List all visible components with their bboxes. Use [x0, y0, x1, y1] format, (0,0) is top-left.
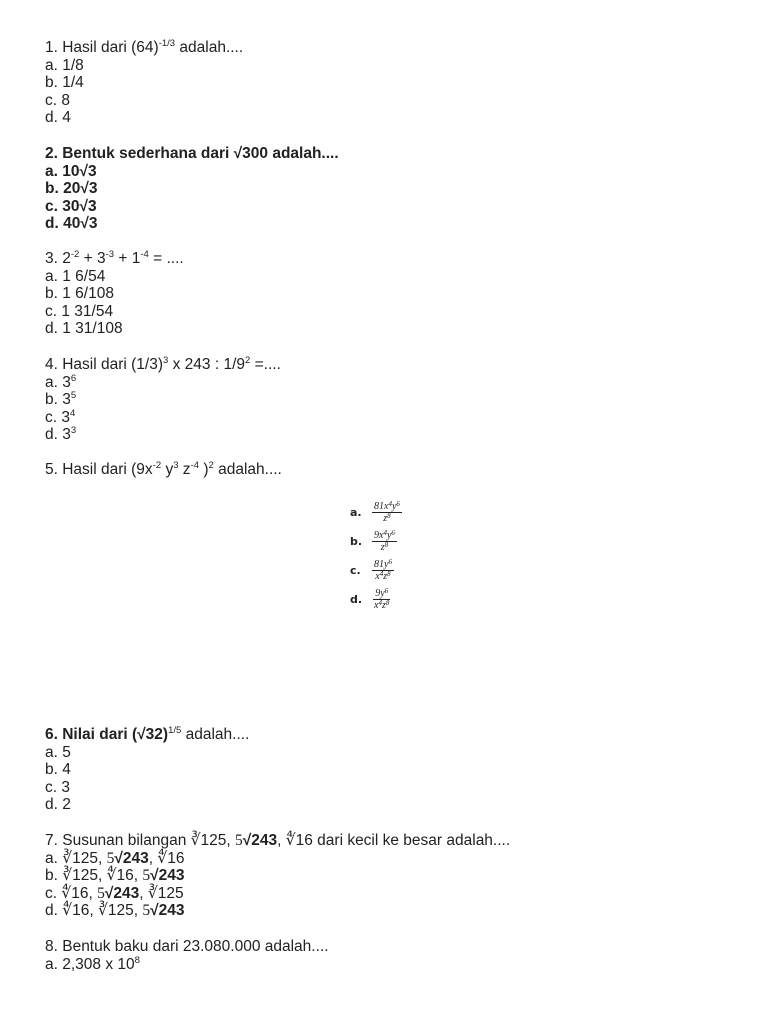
option-a: a. 2,308 x $10^8$ — [45, 954, 140, 973]
option-c: c. $\frac{81y^6}{x^4z^8}$ — [350, 558, 392, 582]
fraction: $\frac{9x^4y^6}{z^8}$ — [374, 529, 395, 553]
fraction: $\frac{9y^6}{x^4z^8}$ — [374, 587, 390, 611]
option-c: c. $3^4$ — [45, 407, 76, 426]
option-b: b. $\frac{9x^4y^6}{z^8}$ — [350, 529, 395, 553]
option-a: a. 1/8 — [45, 56, 84, 74]
question-5-text: 5. Hasil dari ($9x^{-2}$ $y^3$ $z^{-4}$ )$^2$ adalah.... — [45, 460, 282, 478]
question-2 — [45, 145, 339, 233]
question-4-text: 4. Hasil dari $(1/3)^3$ x 243 : $1/9^2$ =.... — [45, 355, 281, 373]
question-8 — [45, 938, 329, 973]
question-5-options-image — [350, 498, 470, 614]
option-a: a. $3^6$ — [45, 372, 77, 391]
option-d: d. 40√3 — [45, 215, 98, 233]
option-d: d. $3^3$ — [45, 425, 77, 444]
option-b: b. $3^5$ — [45, 390, 77, 409]
fraction: $\frac{81x^4y^6}{z^8}$ — [374, 500, 400, 524]
option-b: b. ∛125, ∜16, 5√243 — [45, 867, 185, 885]
option-b: b. 4 — [45, 761, 71, 779]
question-1 — [45, 39, 243, 127]
option-d: d. 1 31/108 — [45, 320, 123, 338]
option-a: a. $\frac{81x^4y^6}{z^8}$ — [350, 500, 400, 524]
option-d: d. $\frac{9y^6}{x^4z^8}$ — [350, 587, 390, 611]
option-d: d. 4 — [45, 109, 71, 127]
question-2-text: 2. Bentuk sederhana dari √300 adalah.... — [45, 145, 339, 162]
question-1-text: 1. Hasil dari $(64)^{-1/3}$ adalah.... — [45, 38, 244, 56]
option-c: c. 1 31/54 — [45, 302, 114, 320]
option-c: c. 3 — [45, 778, 70, 796]
question-7 — [45, 832, 510, 920]
question-5 — [45, 461, 282, 479]
option-b: b. 1/4 — [45, 74, 84, 92]
question-7-text: 7. Susunan bilangan ∛125, 5√243, ∜16 dari kecil ke besar adalah.... — [45, 832, 511, 849]
option-b: b. 1 6/108 — [45, 285, 114, 303]
option-d: d. ∜16, ∛125, 5√243 — [45, 902, 185, 920]
question-4 — [45, 356, 281, 444]
question-3-text: 3. $2^{-2} + 3^{-3} + 1^{-4}$ = .... — [45, 249, 184, 267]
option-a: a. ∛125, 5√243, ∜16 — [45, 849, 185, 867]
option-b: b. 20√3 — [45, 180, 98, 198]
question-8-text: 8. Bentuk baku dari 23.080.000 adalah.... — [45, 938, 329, 955]
question-6-text: 6. Nilai dari $(√32)^{1/5}$ adalah.... — [45, 725, 250, 743]
option-c: c. 30√3 — [45, 197, 97, 215]
question-6 — [45, 726, 249, 814]
fraction: $\frac{81y^6}{x^4z^8}$ — [374, 558, 392, 582]
option-c: c. ∜16, 5√243, ∛125 — [45, 884, 184, 902]
question-3 — [45, 250, 184, 338]
option-a: a. 1 6/54 — [45, 267, 106, 285]
option-c: c. 8 — [45, 91, 70, 109]
option-a: a. 5 — [45, 743, 71, 761]
option-a: a. 10√3 — [45, 162, 97, 180]
option-d: d. 2 — [45, 796, 71, 814]
